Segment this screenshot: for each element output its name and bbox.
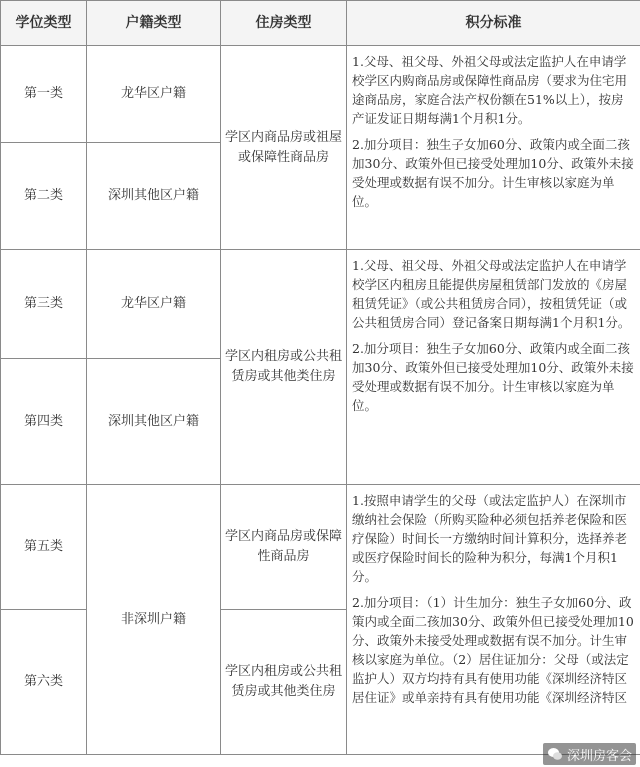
school-type-cell: 第二类 <box>1 143 87 250</box>
school-type-cell: 第四类 <box>1 359 87 485</box>
table-row <box>1 250 640 359</box>
school-type-cell: 第三类 <box>1 250 87 359</box>
standard-cell <box>347 485 640 755</box>
header-housing-type: 住房类型 <box>221 1 347 46</box>
watermark <box>543 743 636 765</box>
hukou-cell: 龙华区户籍 <box>87 46 221 143</box>
header-hukou-type: 户籍类型 <box>87 1 221 46</box>
watermark-text: 深圳房客会 <box>566 748 632 764</box>
standard-paragraph: 1.父母、祖父母、外祖父母或法定监护人在申请学校学区内购商品房或保障性商品房（要求为住宅用途商品房，家庭合法产权份额在51%以上），按房产证发证日期每满1个月积1分。 <box>352 54 628 126</box>
standard-paragraph: 2.加分项目：独生子女加60分、政策内或全面二孩加30分、政策外但已接受处理加10分、政策外未接受处理或数据有误不加分。计生审核以家庭为单位。 <box>352 137 634 209</box>
standard-cell <box>347 250 640 485</box>
hukou-cell: 深圳其他区户籍 <box>87 359 221 485</box>
standard-paragraph: 2.加分项目：独生子女加60分、政策内或全面二孩加30分、政策外但已接受处理加10分、政策外未接受处理或数据有误不加分。计生审核以家庭为单位。 <box>352 341 634 413</box>
table-row <box>1 485 640 610</box>
wechat-icon <box>547 746 563 762</box>
standard-cell <box>347 46 640 250</box>
hukou-cell: 非深圳户籍 <box>87 485 221 755</box>
standard-paragraph: 1.父母、祖父母、外祖父母或法定监护人在申请学校学区内租房且能提供房屋租赁部门发放的《房屋租赁凭证》（或公共租赁房合同），按租赁凭证（或公共租赁房合同）登记备案日期每满1个月积1分。 <box>352 258 631 330</box>
housing-cell: 学区内商品房或保障性商品房 <box>221 485 347 610</box>
header-standard: 积分标准 <box>347 1 640 46</box>
header-school-type: 学位类型 <box>1 1 87 46</box>
standard-paragraph: 1.按照申请学生的父母（或法定监护人）在深圳市缴纳社会保险（所购买险种必须包括养老保险和医疗保险）时间长一方缴纳时间计算积分，选择养老或医疗保险时间长的险种为积分，每满1个月积1分。 <box>352 493 628 584</box>
housing-cell: 学区内租房或公共租赁房或其他类住房 <box>221 610 347 755</box>
housing-cell: 学区内商品房或祖屋或保障性商品房 <box>221 46 347 250</box>
school-type-cell: 第一类 <box>1 46 87 143</box>
standard-paragraph: 2.加分项目：（1）计生加分：独生子女加60分、政策内或全面二孩加30分、政策外但已接受处理加10分、政策外未接受处理或数据有误不加分。计生审核以家庭为单位。（2）居住证加分：父母（或法定监护人）双方均持有具有使用功能《深圳经济特区居住证》或单亲持有具有使用功能《深圳经济特区 <box>352 595 634 705</box>
hukou-cell: 深圳其他区户籍 <box>87 143 221 250</box>
housing-cell: 学区内租房或公共租赁房或其他类住房 <box>221 250 347 485</box>
school-type-cell: 第六类 <box>1 610 87 755</box>
hukou-cell: 龙华区户籍 <box>87 250 221 359</box>
header-row <box>1 1 640 46</box>
table-row <box>1 46 640 143</box>
school-type-cell: 第五类 <box>1 485 87 610</box>
